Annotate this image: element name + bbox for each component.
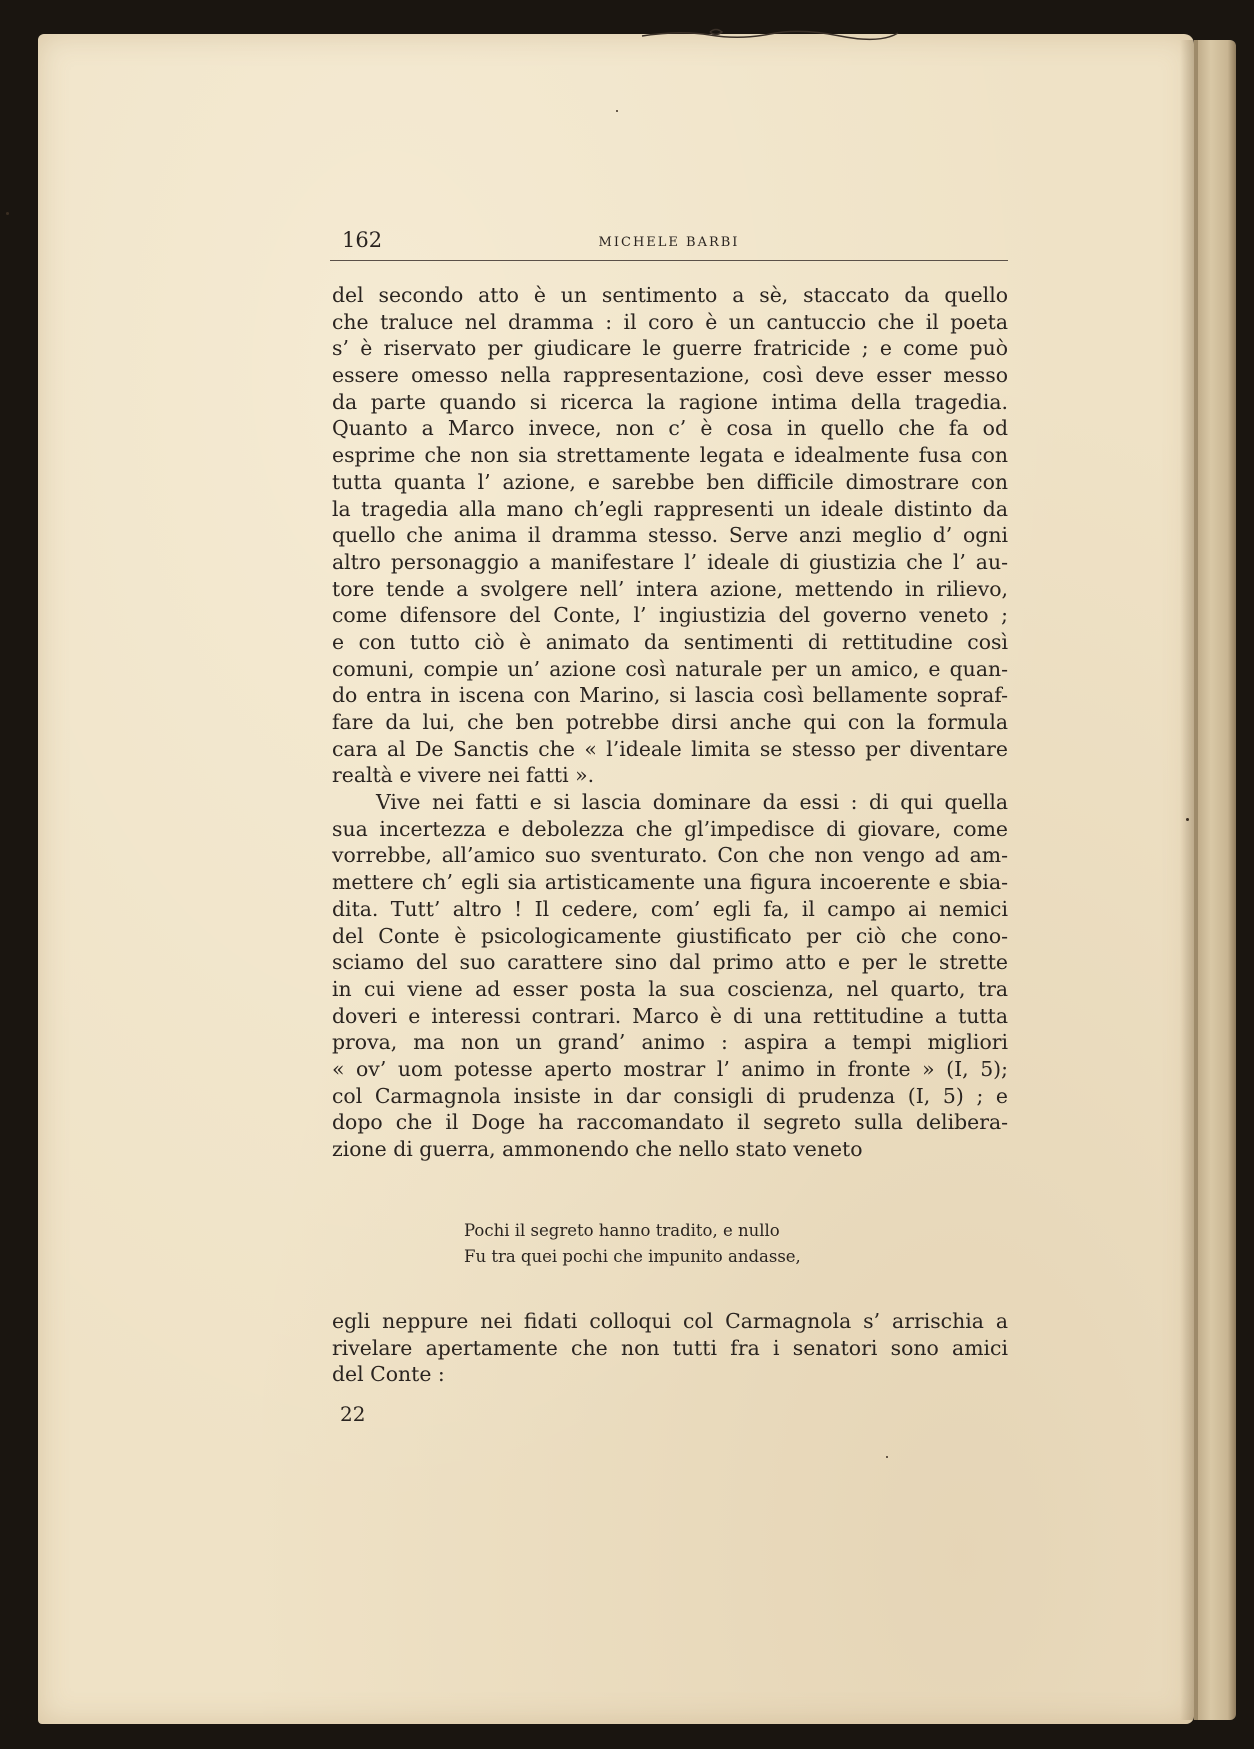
running-head: MICHELE BARBI (598, 235, 740, 250)
page-edge (1194, 40, 1236, 1720)
text-line: e con tutto ciò è animato da sentimenti di rettitudine così (332, 629, 1008, 654)
signature-mark: 22 (340, 1402, 366, 1426)
dust-speck (1186, 818, 1189, 821)
gutter-shadow (1180, 40, 1198, 1720)
text-line: che traluce nel dramma : il coro è un cantuccio che il poeta (332, 309, 1008, 334)
dust-speck (6, 212, 9, 215)
text-line: tore tende a svolgere nell’ intera azione, mettendo in rilievo, (332, 576, 1008, 601)
text-line: comuni, compie un’ azione così naturale per un amico, e quan- (332, 656, 1008, 681)
text-line: Quanto a Marco invece, non c’ è cosa in quello che fa od (332, 416, 1008, 441)
text-line: in cui viene ad esser posta la sua coscienza, nel quarto, tra (332, 976, 1008, 1001)
text-line: da parte quando si ricerca la ragione intima della tragedia. (332, 389, 1008, 414)
text-line: prova, ma non un grand’ animo : aspira a tempi migliori (332, 1030, 1008, 1055)
text-line: realtà e vivere nei fatti ». (332, 763, 595, 788)
dust-speck (886, 1456, 888, 1458)
text-line: egli neppure nei fidati colloqui col Carmagnola s’ arrischia a (332, 1309, 1008, 1333)
text-line: del secondo atto è un sentimento a sè, staccato da quello (332, 283, 1008, 307)
text-line: col Carmagnola insiste in dar consigli di prudenza (I, 5) ; e (332, 1083, 1008, 1108)
text-line: mettere ch’ egli sia artisticamente una figura incoerente e sbia- (332, 870, 1008, 895)
text-line: dopo che il Doge ha raccomandato il segreto sulla delibera- (332, 1110, 1008, 1135)
text-line: del Conte è psicologicamente giustificato per ciò che cono- (332, 923, 1008, 948)
text-line: quello che anima il dramma stesso. Serve anzi meglio d’ ogni (332, 523, 1008, 548)
running-header (330, 226, 1008, 261)
verse-line: Fu tra quei pochi che impunito andasse, (464, 1247, 801, 1266)
text-line: sciamo del suo carattere sino dal primo atto e per le strette (332, 950, 1008, 975)
text-line: do entra in iscena con Marino, si lascia così bellamente sopraf- (332, 683, 1008, 708)
text-line: Vive nei fatti e si lascia dominare da essi : di qui quella (376, 790, 1008, 815)
text-line: sua incertezza e debolezza che gl’impedisce di giovare, come (332, 816, 1008, 841)
text-line: la tragedia alla mano ch’egli rappresenti un ideale distinto da (332, 496, 1008, 521)
text-line: tutta quanta l’ azione, e sarebbe ben difficile dimostrare con (332, 469, 1008, 494)
text-line: fare da lui, che ben potrebbe dirsi anche qui con la formula (332, 710, 1008, 734)
text-line: « ov’ uom potesse aperto mostrar l’ animo in fronte » (I, 5); (332, 1056, 1008, 1081)
page-number: 162 (342, 228, 383, 252)
dust-speck (616, 110, 618, 112)
text-line: doveri e interessi contrari. Marco è di una rettitudine a tutta (332, 1003, 1008, 1028)
text-line: del Conte : (332, 1362, 445, 1387)
text-line: esprime che non sia strettamente legata e idealmente fusa con (332, 443, 1008, 468)
text-line: rivelare apertamente che non tutti fra i senatori sono amici (332, 1335, 1008, 1360)
verse-quotation (464, 1218, 801, 1270)
body-text (332, 282, 1008, 1163)
text-line: vorrebbe, all’amico suo sventurato. Con che non vengo ad am- (332, 843, 1008, 868)
text-line: s’ è riservato per giudicare le guerre fratricide ; e come può (332, 336, 1008, 361)
text-line: come difensore del Conte, l’ ingiustizia del governo veneto ; (332, 603, 1008, 628)
torn-top-mark (640, 26, 900, 42)
text-line: altro personaggio a manifestare l’ ideale di giustizia che l’ au- (332, 549, 1008, 574)
text-line: cara al De Sanctis che « l’ideale limita se stesso per diventare (332, 736, 1008, 761)
body-text-continued (332, 1308, 1008, 1388)
text-line: dita. Tutt’ altro ! Il cedere, com’ egli fa, il campo ai nemici (332, 896, 1008, 921)
verse-line: Pochi il segreto hanno tradito, e nullo (464, 1221, 780, 1240)
text-line: zione di guerra, ammonendo che nello stato veneto (332, 1137, 863, 1161)
text-line: essere omesso nella rappresentazione, così deve esser messo (332, 363, 1008, 388)
